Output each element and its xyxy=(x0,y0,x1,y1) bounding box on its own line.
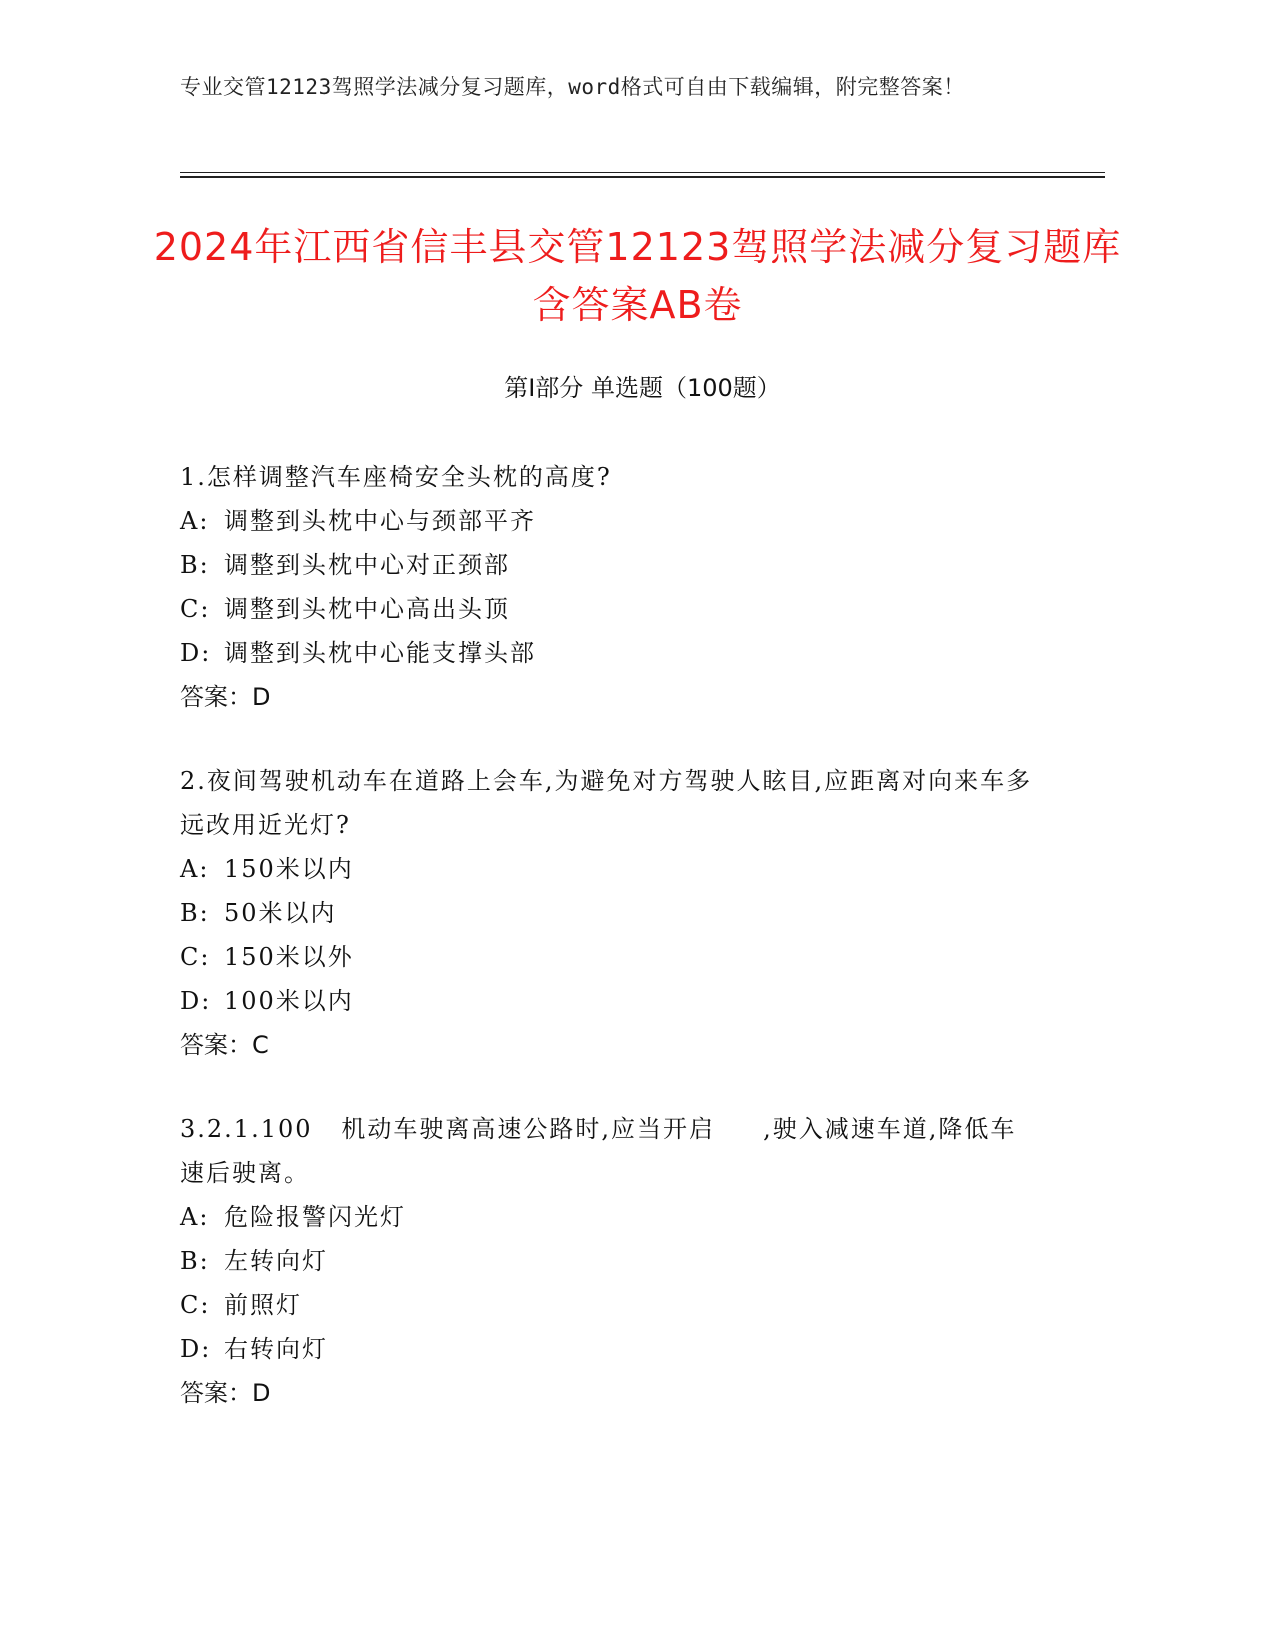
question-answer: 答案：D xyxy=(180,1379,271,1407)
question-option xyxy=(180,1195,1040,1239)
option-text: 左转向灯 xyxy=(224,1247,328,1275)
option-key: B: xyxy=(180,899,210,927)
question-list xyxy=(180,455,1040,1455)
option-text: 危险报警闪光灯 xyxy=(224,1203,406,1231)
option-text: 100米以内 xyxy=(224,987,354,1015)
question-answer: 答案：D xyxy=(180,683,271,711)
option-key: C: xyxy=(180,595,211,623)
option-text: 调整到头枕中心高出头顶 xyxy=(224,595,510,623)
question-answer: 答案：C xyxy=(180,1031,269,1059)
option-key: D: xyxy=(180,987,212,1015)
question-option xyxy=(180,499,1040,543)
question-option xyxy=(180,543,1040,587)
header-note: 专业交管12123驾照学法减分复习题库，word格式可自由下载编辑，附完整答案！ xyxy=(180,75,965,99)
option-text: 150米以内 xyxy=(224,855,354,883)
header-divider-thin xyxy=(180,172,1105,173)
option-key: B: xyxy=(180,551,210,579)
option-key: C: xyxy=(180,1291,211,1319)
option-key: A: xyxy=(180,507,210,535)
question-option xyxy=(180,891,1040,935)
option-key: D: xyxy=(180,1335,212,1363)
option-text: 150米以外 xyxy=(224,943,354,971)
question-item xyxy=(180,1107,1040,1415)
question-option xyxy=(180,1283,1040,1327)
option-text: 前照灯 xyxy=(224,1291,302,1319)
question-option xyxy=(180,1327,1040,1371)
question-item xyxy=(180,759,1040,1067)
option-text: 50米以内 xyxy=(224,899,337,927)
section-heading: 第Ⅰ部分 单选题（100题） xyxy=(504,374,781,402)
question-option xyxy=(180,847,1040,891)
question-option xyxy=(180,935,1040,979)
option-text: 调整到头枕中心能支撑头部 xyxy=(224,639,536,667)
document-title: 2024年江西省信丰县交管12123驾照学法减分复习题库含答案AB卷 xyxy=(153,225,1122,327)
question-stem: 3.2.1.100 机动车驶离高速公路时,应当开启 ,驶入减速车道,降低车速后驶离。 xyxy=(180,1115,1017,1187)
option-key: D: xyxy=(180,639,212,667)
question-option xyxy=(180,587,1040,631)
option-text: 右转向灯 xyxy=(224,1335,328,1363)
option-key: A: xyxy=(180,1203,210,1231)
option-key: C: xyxy=(180,943,211,971)
question-stem: 2.夜间驾驶机动车在道路上会车,为避免对方驾驶人眩目,应距离对向来车多远改用近光灯? xyxy=(180,767,1033,839)
question-option xyxy=(180,631,1040,675)
option-text: 调整到头枕中心与颈部平齐 xyxy=(224,507,536,535)
option-key: B: xyxy=(180,1247,210,1275)
question-option xyxy=(180,1239,1040,1283)
question-stem: 1.怎样调整汽车座椅安全头枕的高度? xyxy=(180,463,612,491)
question-option xyxy=(180,979,1040,1023)
question-item xyxy=(180,455,1040,719)
option-text: 调整到头枕中心对正颈部 xyxy=(224,551,510,579)
option-key: A: xyxy=(180,855,210,883)
header-divider-thick xyxy=(180,176,1105,178)
